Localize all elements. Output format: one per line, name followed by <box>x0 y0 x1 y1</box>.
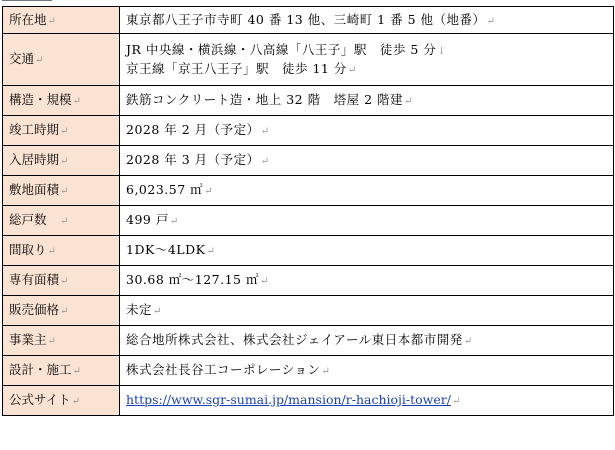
return-mark-icon: ↵ <box>206 246 216 257</box>
return-mark-icon: ↵ <box>321 366 331 377</box>
return-mark-icon: ↵ <box>60 216 69 227</box>
return-mark-icon: ↵ <box>60 126 69 137</box>
label-cell <box>3 146 120 176</box>
label-cell <box>3 34 120 86</box>
row-value-floor-area: 30.68 ㎡～127.15 ㎡ <box>126 272 259 287</box>
row-label-total-units: 総戸数 <box>9 212 60 227</box>
return-mark-icon: ↵ <box>347 64 357 76</box>
value-cell <box>120 326 614 356</box>
return-mark-icon: ↵ <box>451 396 461 407</box>
value-cell <box>120 266 614 296</box>
return-mark-icon: ↵ <box>463 336 473 347</box>
value-cell <box>120 236 614 266</box>
return-mark-icon: ↵ <box>35 55 44 66</box>
label-cell <box>3 266 120 296</box>
row-label-completion: 竣工時期 <box>9 122 60 137</box>
row-value-floor-plans: 1DK～4LDK <box>126 242 206 257</box>
official-site-link[interactable]: https://www.sgr-sumai.jp/mansion/r-hachioji-tower/ <box>126 392 451 407</box>
row-label-site-area: 敷地面積 <box>9 182 60 197</box>
row-value-site-area: 6,023.57 ㎡ <box>126 182 204 197</box>
return-mark-icon: ↵ <box>260 126 270 137</box>
row-value-structure: 鉄筋コンクリート造・地上 32 階 塔屋 2 階建 <box>126 92 404 107</box>
return-mark-icon: ↵ <box>60 306 69 317</box>
property-spec-table <box>2 6 614 416</box>
label-cell <box>3 206 120 236</box>
top-border-fragment <box>2 0 52 2</box>
value-cell <box>120 176 614 206</box>
row-label-developer: 事業主 <box>9 332 47 347</box>
row-label-floor-plans: 間取り <box>9 242 47 257</box>
row-floor-plans <box>3 236 614 266</box>
row-value-design-construction: 株式会社長谷工コーポレーション <box>126 362 321 377</box>
row-value-location: 東京都八王子市寺町 40 番 13 他、三崎町 1 番 5 他（地番） <box>126 11 486 27</box>
label-cell <box>3 236 120 266</box>
row-structure <box>3 86 614 116</box>
value-cell <box>120 146 614 176</box>
row-value-completion: 2028 年 2 月（予定） <box>126 122 260 137</box>
return-mark-icon: ↵ <box>47 246 56 257</box>
row-value-developer: 総合地所株式会社、株式会社ジェイアール東日本都市開発 <box>126 332 463 347</box>
row-label-price: 販売価格 <box>9 302 60 317</box>
return-mark-icon: ↵ <box>404 96 413 107</box>
row-value-transport-line-2: 京王線「京王八王子」駅 徒歩 11 分 <box>126 60 347 76</box>
line-break-mark-icon: ↓ <box>437 45 447 57</box>
return-mark-icon: ↵ <box>47 336 56 347</box>
row-value-transport-line-1: JR 中央線・横浜線・八高線「八王子」駅 徒歩 5 分 <box>126 41 437 57</box>
return-mark-icon: ↵ <box>169 216 179 227</box>
row-floor-area <box>3 266 614 296</box>
row-label-transport: 交通 <box>9 51 35 66</box>
return-mark-icon: ↵ <box>47 15 56 27</box>
row-move-in <box>3 146 614 176</box>
value-cell <box>120 116 614 146</box>
row-site-area <box>3 176 614 206</box>
value-cell <box>120 206 614 236</box>
row-value-total-units: 499 戸 <box>126 212 169 227</box>
label-cell <box>3 356 120 386</box>
label-cell <box>3 176 120 206</box>
return-mark-icon: ↵ <box>204 186 214 197</box>
value-cell <box>120 7 614 34</box>
return-mark-icon: ↵ <box>60 186 69 197</box>
label-cell <box>3 386 120 416</box>
row-label-structure: 構造・規模 <box>9 92 72 107</box>
row-label-move-in: 入居時期 <box>9 152 60 167</box>
return-mark-icon: ↵ <box>153 306 162 317</box>
return-mark-icon: ↵ <box>486 15 496 27</box>
return-mark-icon: ↵ <box>260 156 270 167</box>
return-mark-icon: ↵ <box>72 96 81 107</box>
return-mark-icon: ↵ <box>71 396 81 407</box>
value-cell <box>120 86 614 116</box>
label-cell <box>3 326 120 356</box>
return-mark-icon: ↵ <box>60 156 69 167</box>
value-cell <box>120 34 614 86</box>
row-design-construction <box>3 356 614 386</box>
row-label-official-site: 公式サイト <box>9 392 71 407</box>
row-official-site <box>3 386 614 416</box>
label-cell <box>3 7 120 34</box>
label-cell <box>3 86 120 116</box>
return-mark-icon: ↵ <box>60 276 69 287</box>
row-completion <box>3 116 614 146</box>
row-value-price: 未定 <box>126 302 153 317</box>
label-cell <box>3 116 120 146</box>
label-cell <box>3 296 120 326</box>
row-price <box>3 296 614 326</box>
row-label-design-construction: 設計・施工 <box>9 362 72 377</box>
row-value-move-in: 2028 年 3 月（予定） <box>126 152 260 167</box>
row-developer <box>3 326 614 356</box>
value-cell <box>120 386 614 416</box>
row-label-location: 所在地 <box>9 11 47 27</box>
row-label-floor-area: 専有面積 <box>9 272 60 287</box>
value-cell <box>120 356 614 386</box>
row-transport <box>3 34 614 86</box>
value-cell <box>120 296 614 326</box>
return-mark-icon: ↵ <box>259 276 269 287</box>
row-location <box>3 7 614 34</box>
return-mark-icon: ↵ <box>72 366 81 377</box>
row-total-units <box>3 206 614 236</box>
